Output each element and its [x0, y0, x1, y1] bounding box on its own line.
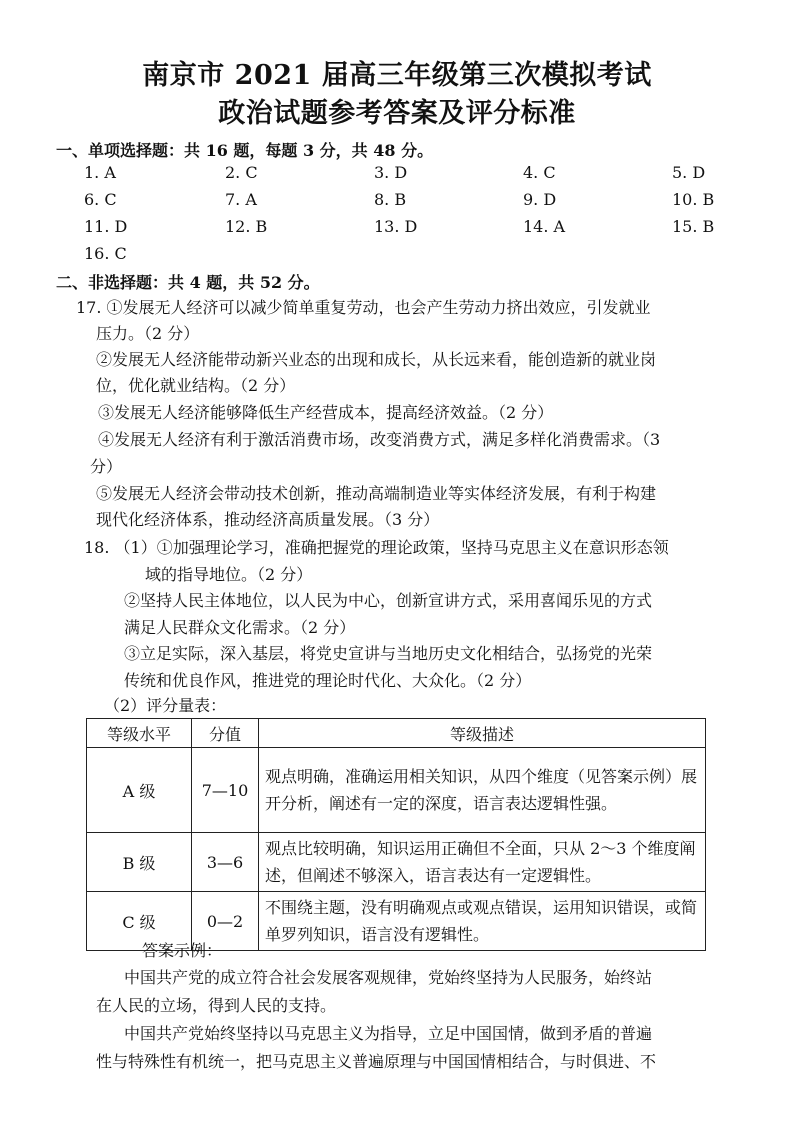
table-row	[87, 833, 706, 892]
mc-answer: 15. B	[672, 217, 715, 236]
section1-heading: 一、单项选择题：共 16 题，每题 3 分，共 48 分。	[56, 141, 434, 160]
mc-answer: 5. D	[672, 163, 706, 182]
score-cell: 3—6	[192, 833, 259, 892]
mc-answer: 9. D	[523, 190, 557, 209]
level-cell: C 级	[87, 892, 192, 951]
q17-line: 分）	[90, 457, 123, 476]
q18-line: （2）评分量表：	[104, 696, 227, 715]
q18-line: 传统和优良作风，推进党的理论时代化、大众化。（2 分）	[124, 671, 532, 690]
table-row	[87, 748, 706, 833]
score-cell: 7—10	[192, 748, 259, 833]
q17-line: 17. ①发展无人经济可以减少简单重复劳动，也会产生劳动力挤出效应，引发就业	[76, 298, 651, 317]
q18-line: 域的指导地位。（2 分）	[145, 565, 313, 584]
mc-answer: 12. B	[225, 217, 268, 236]
score-cell: 0—2	[192, 892, 259, 951]
q18-line: 18. （1）①加强理论学习，准确把握党的理论政策，坚持马克思主义在意识形态领	[84, 538, 669, 557]
mc-answer: 4. C	[523, 163, 556, 182]
table-header-cell: 分值	[192, 719, 259, 748]
mc-answer: 8. B	[374, 190, 407, 209]
q17-line: 压力。（2 分）	[96, 324, 200, 343]
level-cell: B 级	[87, 833, 192, 892]
mc-answer: 16. C	[84, 244, 127, 263]
table-header-cell: 等级水平	[87, 719, 192, 748]
sample-line: 中国共产党始终坚持以马克思主义为指导，立足中国国情，做到矛盾的普遍	[124, 1024, 653, 1043]
q17-line: 现代化经济体系，推动经济高质量发展。（3 分）	[96, 510, 440, 529]
mc-answer: 10. B	[672, 190, 715, 209]
sample-line: 在人民的立场，得到人民的支持。	[96, 996, 337, 1015]
description-cell: 观点比较明确，知识运用正确但不全面，只从 2～3 个维度阐述，但阐述不够深入，语言表达有一定逻辑性。	[259, 833, 706, 892]
section2-heading: 二、非选择题：共 4 题，共 52 分。	[56, 273, 320, 292]
q17-line: ⑤发展无人经济会带动技术创新，推动高端制造业等实体经济发展，有利于构建	[96, 484, 657, 503]
mc-answer: 2. C	[225, 163, 258, 182]
mc-answer: 6. C	[84, 190, 117, 209]
sample-heading: 答案示例：	[142, 941, 223, 960]
q18-line: ③立足实际，深入基层，将党史宣讲与当地历史文化相结合，弘扬党的光荣	[124, 644, 653, 663]
q17-line: ②发展无人经济能带动新兴业态的出现和成长，从长远来看，能创造新的就业岗	[96, 350, 657, 369]
q17-line: 位，优化就业结构。（2 分）	[96, 376, 296, 395]
mc-answer: 11. D	[84, 217, 128, 236]
level-cell: A 级	[87, 748, 192, 833]
mc-answer: 3. D	[374, 163, 408, 182]
grading-rubric-table	[86, 718, 706, 951]
mc-answer: 1. A	[84, 163, 116, 182]
sample-line: 性与特殊性有机统一，把马克思主义普遍原理与中国国情相结合，与时俱进、不	[96, 1052, 657, 1071]
q17-line: ④发展无人经济有利于激活消费市场，改变消费方式，满足多样化消费需求。（3	[98, 430, 661, 449]
sample-line: 中国共产党的成立符合社会发展客观规律，党始终坚持为人民服务，始终站	[124, 968, 653, 987]
mc-answer: 14. A	[523, 217, 566, 236]
q18-line: 满足人民群众文化需求。（2 分）	[124, 618, 356, 637]
description-cell: 观点明确，准确运用相关知识，从四个维度（见答案示例）展开分析，阐述有一定的深度，语言表达逻辑性强。	[259, 748, 706, 833]
q17-line: ③发展无人经济能够降低生产经营成本，提高经济效益。（2 分）	[98, 403, 554, 422]
mc-answer: 13. D	[374, 217, 418, 236]
table-header-row	[87, 719, 706, 748]
description-cell: 不围绕主题，没有明确观点或观点错误，运用知识错误，或简单罗列知识，语言没有逻辑性。	[259, 892, 706, 951]
table-header-cell: 等级描述	[259, 719, 706, 748]
mc-answer: 7. A	[225, 190, 257, 209]
q18-line: ②坚持人民主体地位，以人民为中心，创新宣讲方式，采用喜闻乐见的方式	[124, 591, 653, 610]
page-subtitle: 政治试题参考答案及评分标准	[218, 98, 576, 129]
page-title: 南京市 2021 届高三年级第三次模拟考试	[142, 60, 652, 91]
